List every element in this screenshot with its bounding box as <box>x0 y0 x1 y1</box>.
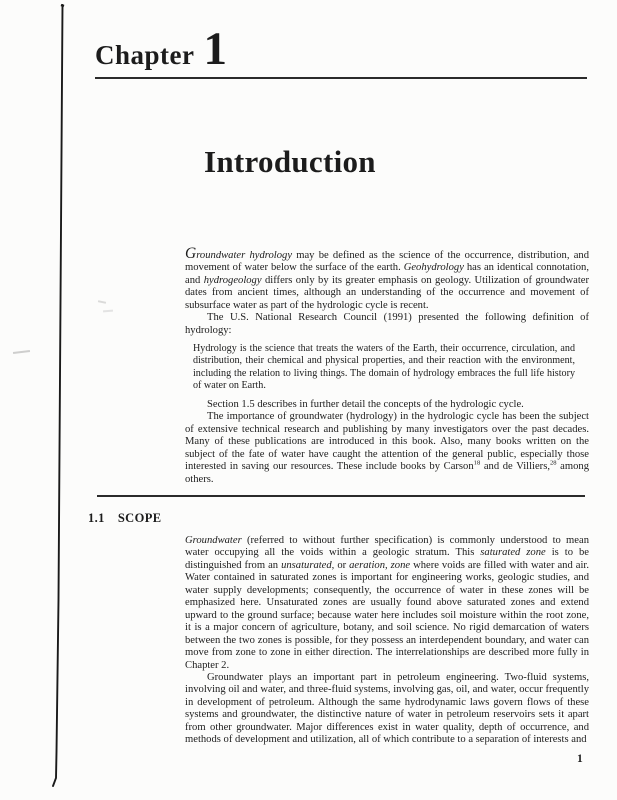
paragraph: Section 1.5 describes in further detail the concepts of the hydrologic cycle. <box>207 398 524 410</box>
scan-artifact <box>13 350 30 354</box>
scope-text-column <box>185 535 589 747</box>
section-rule <box>97 495 585 497</box>
chapter-label: Chapter <box>95 40 195 70</box>
paragraph: Groundwater (referred to without further specification) is commonly understood to mean water occupying all the voids within a geologic stratum. This saturated zone is to be distinguished from an unsaturated, or aeration, zone where voids are filled with water and air. Water contained in saturated zones is important for engineering works, geologic studies, and water supply developments; consequently, the occurrence of water in these zones will be emphasized here. Unsaturated zones are usually found above saturated zones and extend upward to the ground surface; because water here includes soil moisture within the root zone, it is a major concern of agriculture, botany, and soil science. No rigid demarcation of waters between the two zones is possible, for they possess an interdependent boundary, and water can move from zone to zone in either direction. The interrelationships are described more fully in Chapter 2. <box>185 535 589 671</box>
chapter-number: 1 <box>203 23 227 75</box>
scan-artifact <box>98 300 106 304</box>
section-heading <box>88 511 162 526</box>
paragraph: The importance of groundwater (hydrology) in the hydrologic cycle has been the subject of extensive technical research and publishing by many investigators over the past decades. Many of these publications are introduced in this book. Also, many books written on the subject of the fate of water have caught the attention of the general public, especially those interested in saving our resources. These include books by Carson$^{18}$ and de Villiers,$^{28}$ among others. <box>185 411 590 485</box>
chapter-heading <box>95 23 227 75</box>
page-number: 1 <box>577 753 583 765</box>
page-title: Introduction <box>204 144 376 179</box>
paragraph: The U.S. National Research Council (1991) presented the following definition of hydrology: <box>185 312 589 336</box>
block-quote: Hydrology is the science that treats the waters of the Earth, their occurrence, circulation, and distribution, their chemical and physical properties, and their reaction with the environment, including the relation to living things. The domain of hydrology embraces the full life history of water on Earth. <box>193 343 575 391</box>
paragraph: Groundwater plays an important part in petroleum engineering. Two-fluid systems, involving oil and water, and three-fluid systems, involving gas, oil, and water, occur frequently in development of petroleum. Although the same hydrodynamic laws govern flows of these systems and groundwater, the distinctive nature of water in petroleum reservoirs sets it apart from other groundwater. Major differences exist in water quality, depth of occurrence, and methods of development and utilization, all of which contribute to a separation of interests and <box>185 671 589 746</box>
intro-text-column <box>185 246 589 486</box>
section-title: SCOPE <box>117 511 162 525</box>
scan-artifact <box>103 310 113 313</box>
section-number: 1.1 <box>88 511 105 525</box>
chapter-rule <box>95 77 587 79</box>
paragraph: Groundwater hydrology may be defined as the science of the occurrence, distribution, and movement of water below the surface of the earth. Geohydrology has an identical connotation, and hydrogeology differs only by its greater emphasis on geology. Utilization of groundwater dates from ancient times, although an understanding of the occurrence and movement of subsurface water as part of the hydrologic cycle is recent. <box>185 245 589 311</box>
